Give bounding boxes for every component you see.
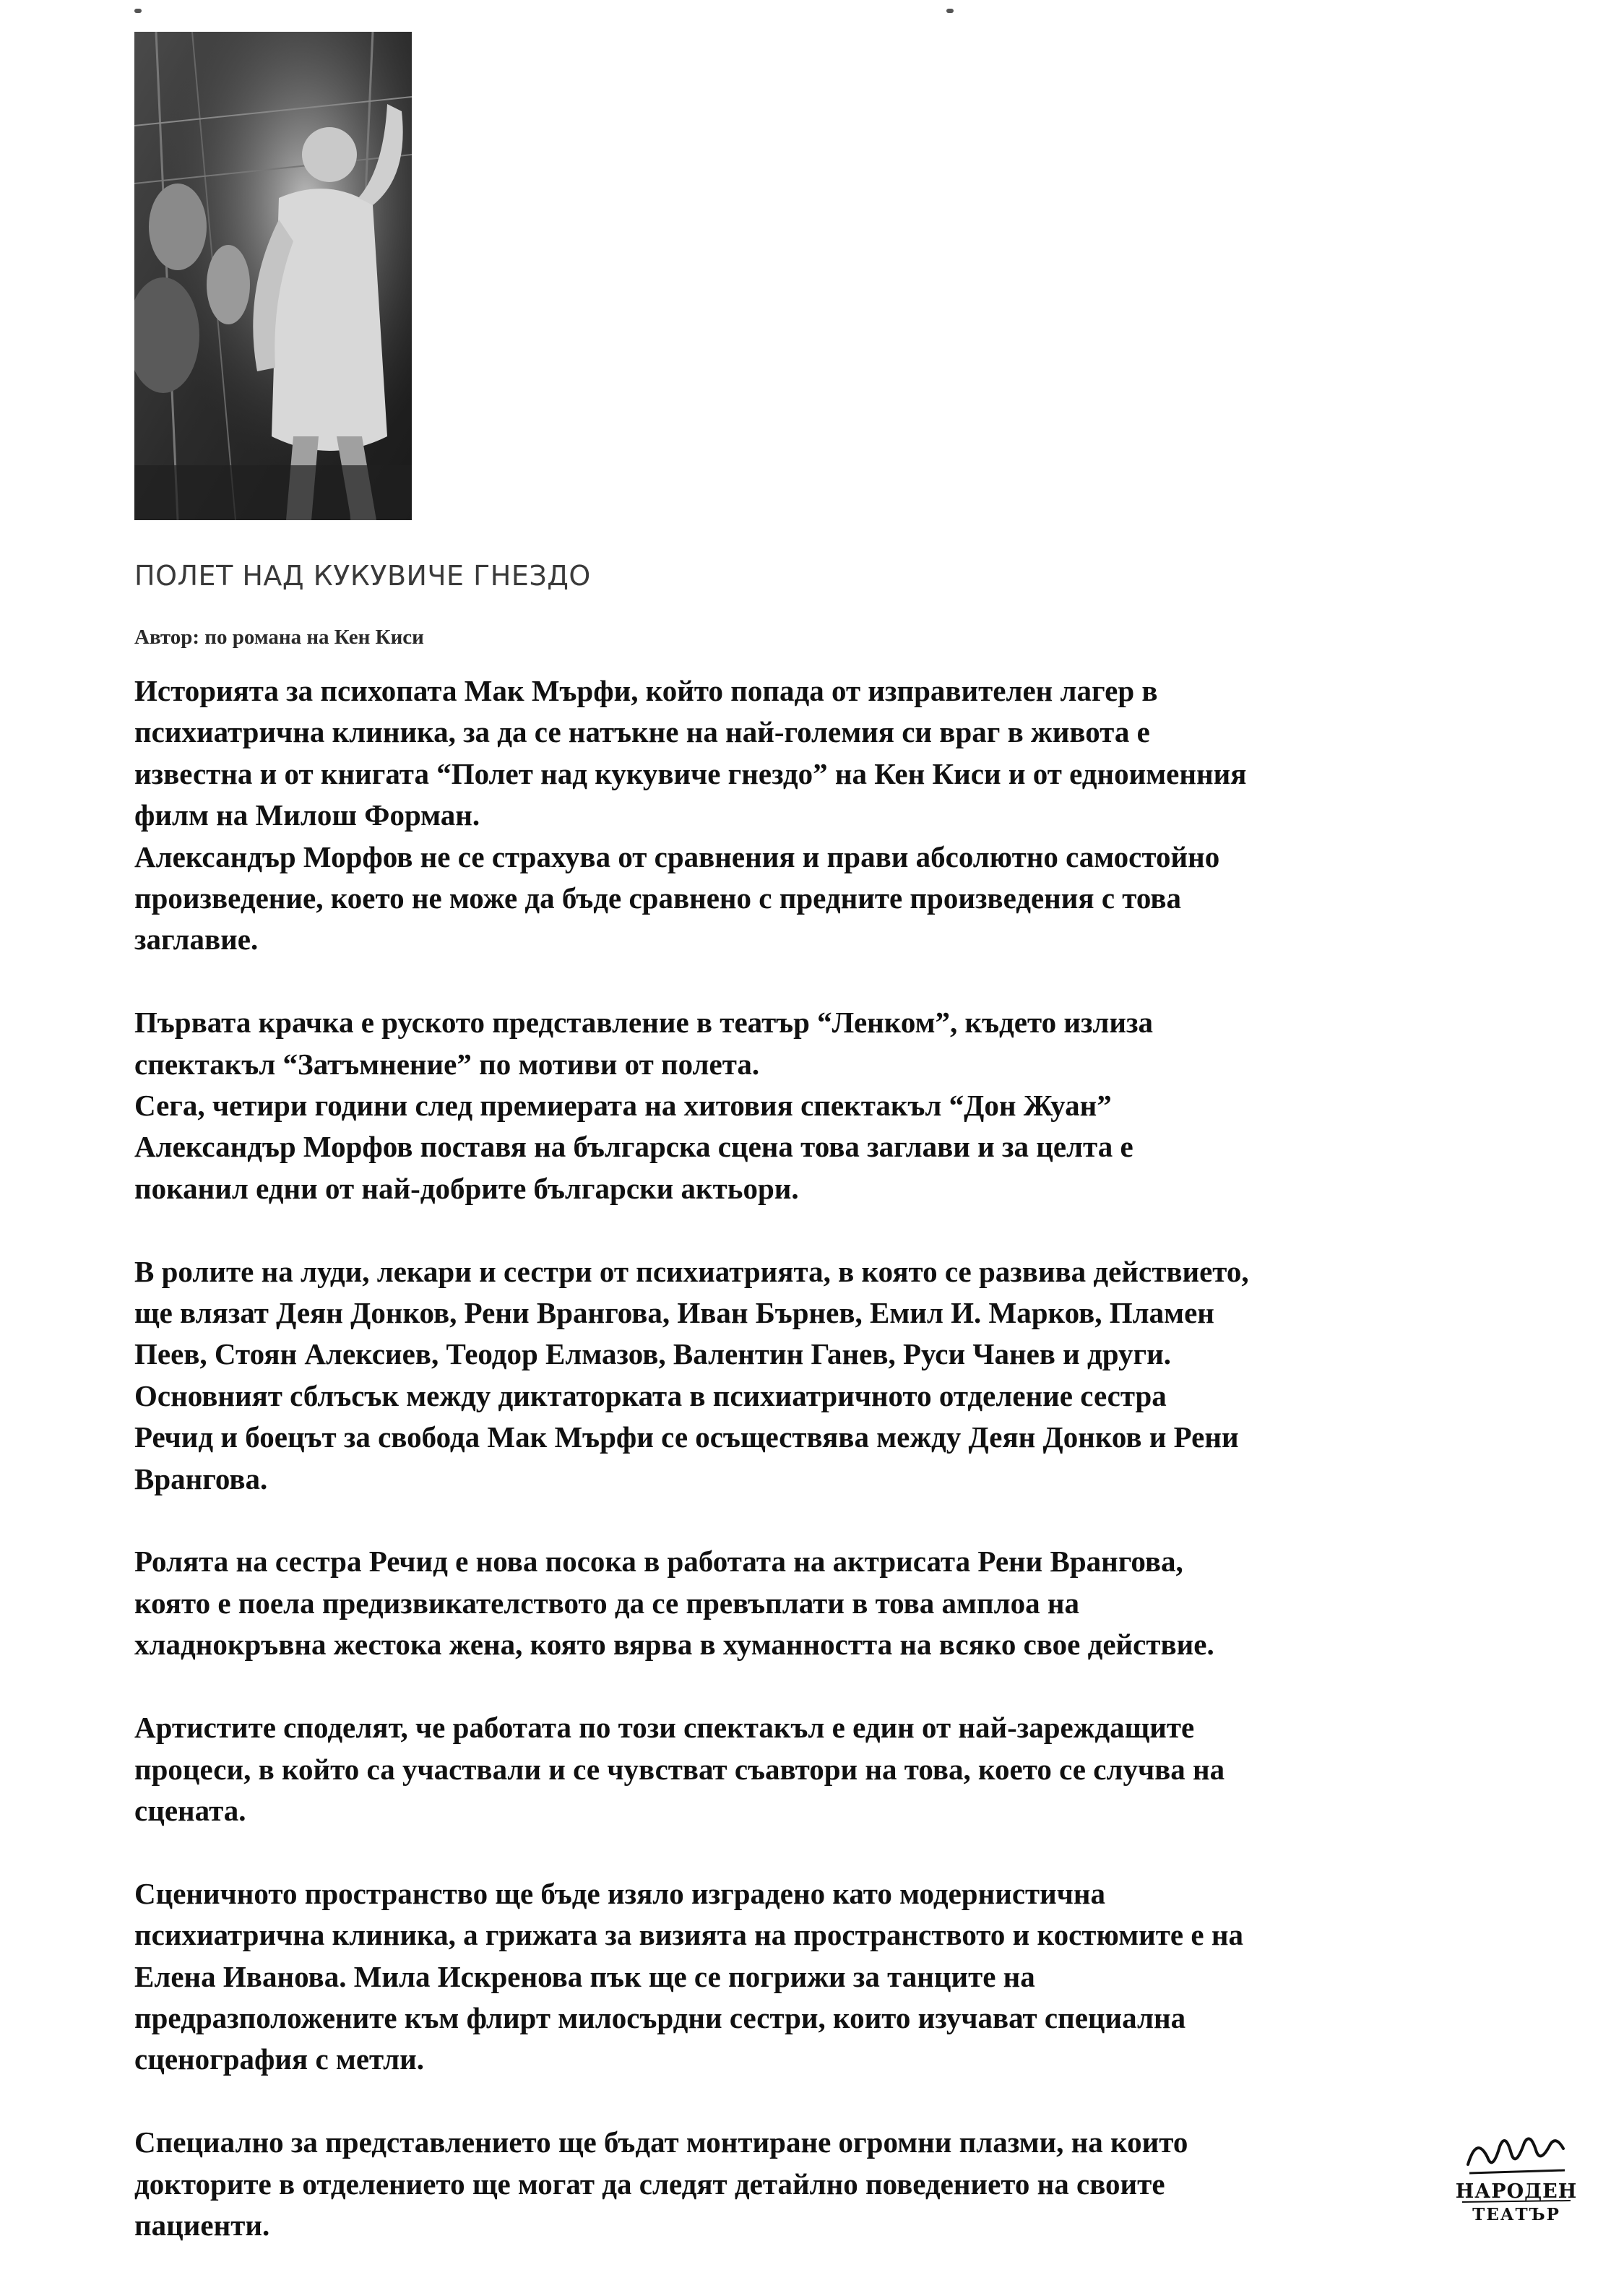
text-line: Александър Морфов не се страхува от сравнения и прави абсолютно самостойно (134, 839, 1220, 873)
text-line: известна и от книгата “Полет над кукувиче гнездо” на Кен Киси и от едноименния (134, 756, 1247, 790)
text-line: Александър Морфов поставя на българска сцена това заглави и за целта е (134, 1130, 1133, 1164)
text-line: процеси, в който са участвали и се чувстват съавтори на това, което се случва на (134, 1752, 1225, 1786)
paragraph (134, 1707, 1521, 1831)
text-line: сцената. (134, 1793, 246, 1827)
text-line: Сценичното пространство ще бъде изяло изградено като модернистична (134, 1876, 1106, 1910)
logo-text-line1: НАРОДЕН (1455, 2180, 1578, 2203)
page-title: ПОЛЕТ НАД КУКУВИЧЕ ГНЕЗДО (134, 560, 591, 592)
text-line: Специално за представлението ще бъдат монтиране огромни плазми, на които (134, 2125, 1188, 2159)
text-line: филм на Милош Форман. (134, 798, 480, 832)
paragraph (134, 670, 1521, 961)
text-line: психиатрична клиника, а грижата за визията на пространството и костюмите е на (134, 1918, 1243, 1952)
text-line: Елена Иванова. Мила Искренова пък ще се погрижи за танците на (134, 1959, 1035, 1993)
text-line: произведение, което не може да бъде сравнено с предните произведения с това (134, 881, 1182, 915)
text-line: която е поела предизвикателството да се превъплати в това амплоа на (134, 1586, 1079, 1620)
author-line: Автор: по романа на Кен Киси (134, 626, 424, 649)
text-line: ще влязат Деян Донков, Рени Врангова, Иван Бърнев, Емил И. Марков, Пламен (134, 1296, 1214, 1330)
text-line: Основният сблъсък между диктаторката в психиатричното отделение сестра (134, 1378, 1167, 1412)
text-line: Врангова. (134, 1462, 268, 1495)
production-photo (134, 32, 412, 520)
article-body (134, 670, 1521, 2288)
text-line: Речид и боецът за свобода Мак Мърфи се осъществява между Деян Донков и Рени (134, 1420, 1239, 1454)
scan-speck (946, 9, 954, 13)
text-line: Сега, четири години след премиерата на хитовия спектакъл “Дон Жуан” (134, 1089, 1112, 1123)
text-line: предразположените към флирт милосърдни сестри, които изучават специална (134, 2000, 1186, 2034)
text-line: хладнокръвна жестока жена, която вярва в хуманността на всяко свое действие. (134, 1628, 1214, 1662)
text-line: В ролите на луди, лекари и сестри от психиатрията, в която се развива действието, (134, 1254, 1249, 1288)
text-line: Артистите споделят, че работата по този спектакъл е един от най-зареждащите (134, 1711, 1195, 1745)
text-line: Историята за психопата Мак Мърфи, който попада от изправителен лагер в (134, 674, 1158, 707)
text-line: докторите в отделението ще могат да следят детайлно поведението на своите (134, 2167, 1165, 2201)
text-line: психиатрична клиника, за да се натъкне на най-големия си враг в живота е (134, 715, 1150, 749)
text-line: Пеев, Стоян Алексиев, Теодор Елмазов, Валентин Ганев, Руси Чанев и други. (134, 1337, 1172, 1371)
paragraph (134, 1541, 1521, 1665)
text-line: пациенти. (134, 2208, 270, 2242)
text-line: Ролята на сестра Речид е нова посока в работата на актрисата Рени Врангова, (134, 1545, 1183, 1579)
scan-speck (134, 9, 142, 13)
production-photo-image (134, 32, 412, 520)
text-line: сценография с метли. (134, 2042, 425, 2076)
paragraph (134, 1002, 1521, 1209)
paragraph (134, 1873, 1521, 2081)
paragraph (134, 2122, 1521, 2246)
text-line: поканил едни от най-добрите български актьори. (134, 1171, 799, 1205)
text-line: спектакъл “Затъмнение” по мотиви от полета. (134, 1047, 760, 1081)
theatre-logo (1455, 2128, 1578, 2251)
paragraph (134, 1251, 1521, 1500)
text-line: Първата крачка е руското представление в театър “Ленком”, където излиза (134, 1006, 1154, 1040)
logo-text-line2: ТЕАТЪР (1472, 2205, 1560, 2224)
text-line: заглавие. (134, 923, 259, 957)
